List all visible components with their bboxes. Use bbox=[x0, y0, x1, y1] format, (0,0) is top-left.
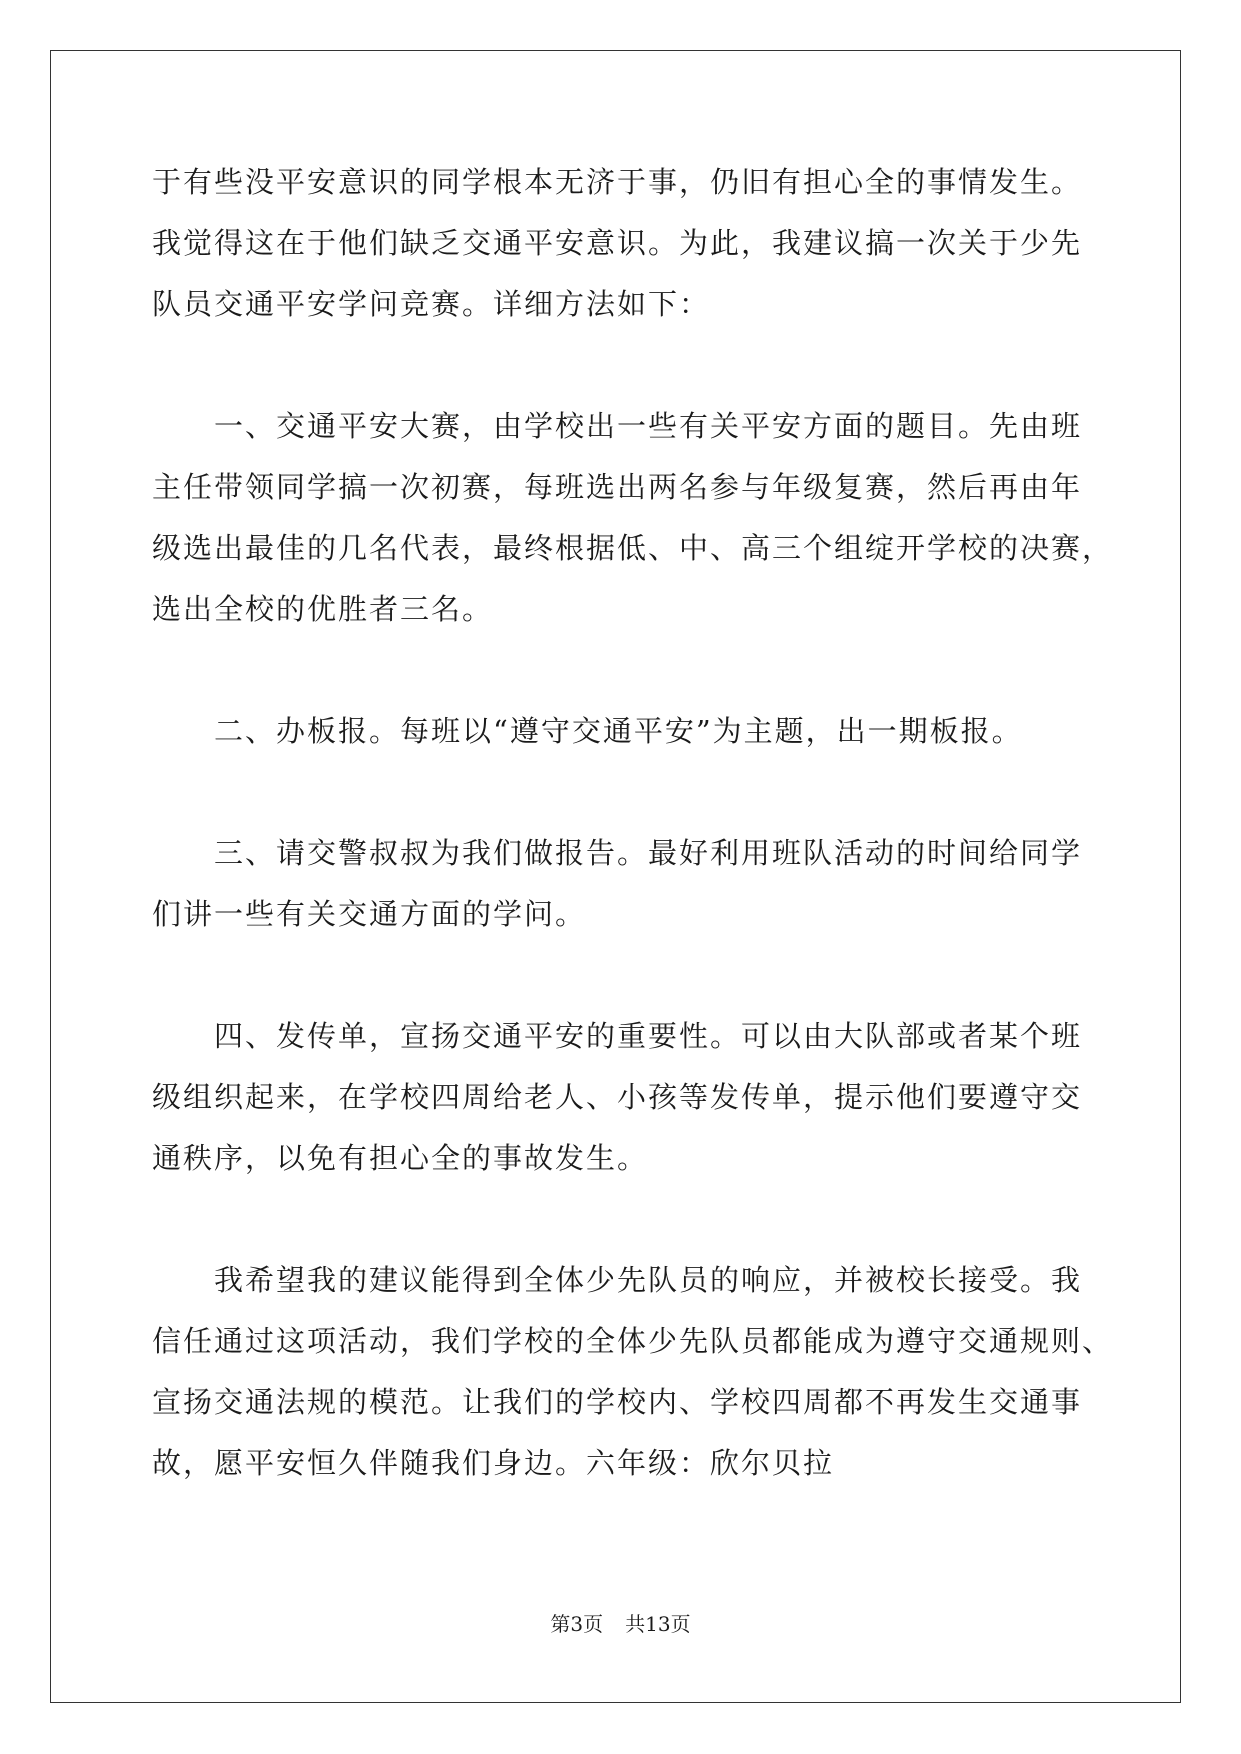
text-line: 一、交通平安大赛，由学校出一些有关平安方面的题目。先由班 bbox=[214, 409, 1083, 443]
text-line: 宣扬交通法规的模范。让我们的学校内、学校四周都不再发生交通事 bbox=[152, 1385, 1083, 1419]
text-line: 主任带领同学搞一次初赛，每班选出两名参与年级复赛，然后再由年 bbox=[152, 470, 1083, 504]
text-line: 通秩序，以免有担心全的事故发生。 bbox=[152, 1141, 649, 1175]
page-total: 共13页 bbox=[625, 1612, 691, 1636]
text-line: 四、发传单，宣扬交通平安的重要性。可以由大队部或者某个班 bbox=[214, 1019, 1083, 1053]
text-line: 我希望我的建议能得到全体少先队员的响应，并被校长接受。我 bbox=[214, 1263, 1083, 1297]
page-footer bbox=[0, 1612, 1241, 1636]
text-line: 们讲一些有关交通方面的学问。 bbox=[152, 897, 587, 931]
text-line: 于有些没平安意识的同学根本无济于事，仍旧有担心全的事情发生。 bbox=[152, 165, 1083, 199]
text-line: 故，愿平安恒久伴随我们身边。六年级：欣尔贝拉 bbox=[152, 1446, 835, 1480]
text-line: 队员交通平安学问竞赛。详细方法如下： bbox=[152, 287, 711, 321]
text-line: 三、请交警叔叔为我们做报告。最好利用班队活动的时间给同学 bbox=[214, 836, 1083, 870]
text-line: 选出全校的优胜者三名。 bbox=[152, 592, 494, 626]
text-line: 级选出最佳的几名代表，最终根据低、中、高三个组绽开学校的决赛， bbox=[152, 531, 1114, 565]
document-body bbox=[152, 152, 1114, 1494]
text-line: 二、办板报。每班以“遵守交通平安”为主题，出一期板报。 bbox=[214, 714, 1023, 748]
text-line: 级组织起来，在学校四周给老人、小孩等发传单，提示他们要遵守交 bbox=[152, 1080, 1083, 1114]
text-line: 我觉得这在于他们缺乏交通平安意识。为此，我建议搞一次关于少先 bbox=[152, 226, 1083, 260]
text-line: 信任通过这项活动，我们学校的全体少先队员都能成为遵守交通规则、 bbox=[152, 1324, 1114, 1358]
page-number: 第3页 bbox=[550, 1612, 604, 1636]
